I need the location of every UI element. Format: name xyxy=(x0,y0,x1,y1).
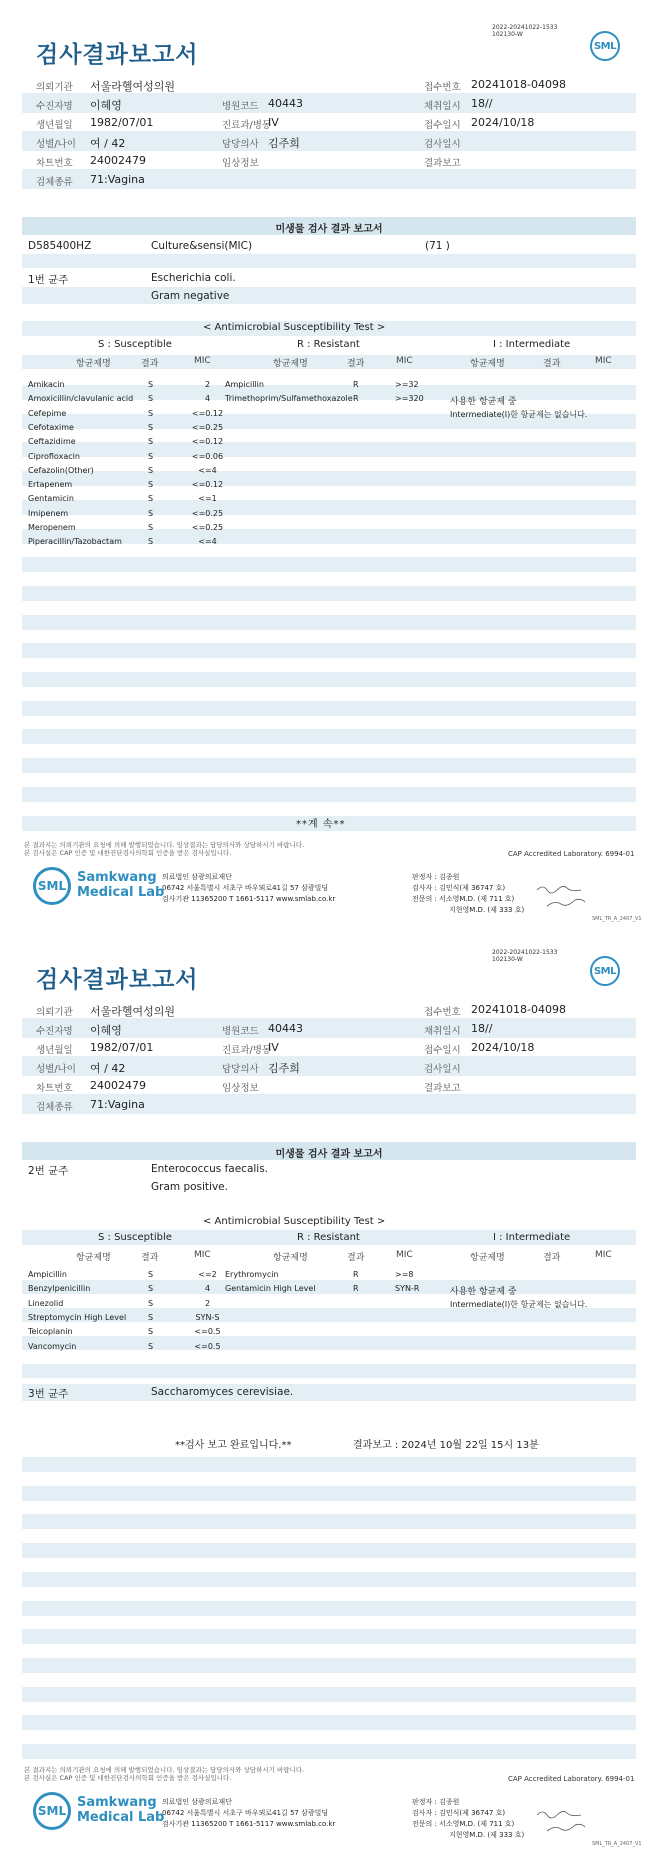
field-label: 차트번호 xyxy=(36,1083,73,1094)
drug-name: Vancomycin xyxy=(28,1341,77,1351)
column-header: 결과 xyxy=(347,359,365,369)
footer-note: 본 결과지는 의뢰기관의 요청에 의해 발행되었습니다. 임상결과는 담당의사와 상담하시기 바랍니다. xyxy=(24,841,305,849)
field-label: 검체종류 xyxy=(36,177,73,188)
specimen-value: 71:Vagina xyxy=(90,173,145,186)
legend-intermediate: I : Intermediate xyxy=(493,1232,571,1243)
legend-susceptible: S : Susceptible xyxy=(98,1232,172,1243)
mic-value: <=2 xyxy=(198,1270,217,1279)
drug-name: Amoxicillin/clavulanic acid xyxy=(28,394,134,404)
report-complete: **검사 보고 완료입니다.** xyxy=(175,1440,292,1451)
receipt-date-value: 2024/10/18 xyxy=(471,1041,535,1054)
result-value: S xyxy=(148,494,154,504)
column-header: 항균제명 xyxy=(470,1253,505,1263)
signer-line: 전문의 : 서소영M.D. (제 711 호) xyxy=(412,895,515,903)
mic-value: <=0.12 xyxy=(191,437,224,447)
mic-value: 2 xyxy=(204,380,211,389)
result-value: S xyxy=(148,1270,154,1279)
specimen-value: 71:Vagina xyxy=(90,1098,145,1111)
chart-value: 24002479 xyxy=(90,1079,146,1092)
form-version: SML_TR_A_2407_V1 xyxy=(592,1841,642,1847)
doctor-value: 김주희 xyxy=(268,1062,300,1075)
company-address xyxy=(162,1797,335,1830)
field-label: 접수일시 xyxy=(424,120,461,131)
drug-name: Streptomycin High Level xyxy=(28,1312,127,1322)
organism-label: 2번 균주 xyxy=(28,1165,69,1177)
column-header: MIC xyxy=(194,356,211,366)
field-label: 성별/나이 xyxy=(36,1064,76,1075)
column-header: MIC xyxy=(396,1250,413,1260)
organism-name: Enterococcus faecalis. xyxy=(151,1163,269,1175)
stripe xyxy=(22,729,636,744)
hosp-code-value: 40443 xyxy=(268,97,303,110)
mic-value: <=0.25 xyxy=(191,422,224,432)
footer-note: 본 검사실은 CAP 인증 및 대한진단검사의학회 인증을 받은 검사실입니다. xyxy=(24,1774,232,1782)
result-value: R xyxy=(353,380,359,389)
ast-title: < Antimicrobial Susceptibility Test > xyxy=(203,1216,386,1227)
stripe xyxy=(22,615,636,630)
company-name-line: Medical Lab xyxy=(77,1810,165,1825)
column-header: 결과 xyxy=(141,359,159,369)
test-name: Culture&sensi(MIC) xyxy=(151,240,253,252)
signature-image xyxy=(535,880,595,912)
field-label: 수진자명 xyxy=(36,101,73,112)
company-name-line: Samkwang xyxy=(77,1795,157,1810)
document-id-line: 2022-20241022-1533 xyxy=(492,949,558,956)
field-label: 담당의사 xyxy=(222,1064,259,1075)
stripe xyxy=(22,500,636,515)
field-label: 의뢰기관 xyxy=(36,1007,73,1018)
drug-name: Imipenem xyxy=(28,508,69,518)
field-label: 의뢰기관 xyxy=(36,82,73,93)
stripe xyxy=(22,1457,636,1472)
field-label: 접수번호 xyxy=(424,1007,461,1018)
field-label: 결과보고 xyxy=(424,158,461,169)
field-label: 진료과/병동 xyxy=(222,120,272,131)
field-label: 담당의사 xyxy=(222,139,259,150)
mic-value: 4 xyxy=(204,394,211,404)
chart-value: 24002479 xyxy=(90,154,146,167)
result-value: S xyxy=(148,408,154,418)
result-value: S xyxy=(148,480,154,490)
result-value: S xyxy=(148,394,154,404)
subject-value: 이혜영 xyxy=(90,1024,122,1037)
cap-accreditation: CAP Accredited Laboratory. 6994-01 xyxy=(508,1775,635,1783)
column-header: MIC xyxy=(595,356,612,366)
address-line: 의료법인 삼광의료재단 xyxy=(162,873,232,881)
stripe xyxy=(22,1687,636,1702)
organism-name: Escherichia coli. xyxy=(151,272,236,284)
signer-line: 판정자 : 김종원 xyxy=(412,1798,460,1806)
drug-name: Amikacin xyxy=(28,380,65,389)
stripe xyxy=(22,1486,636,1501)
report-time: 결과보고 : 2024년 10월 22일 15시 13분 xyxy=(353,1440,539,1451)
signer-line: 전문의 : 서소영M.D. (제 711 호) xyxy=(412,1820,515,1828)
organism-name: Saccharomyces cerevisiae. xyxy=(151,1386,294,1398)
stripe xyxy=(22,1629,636,1644)
stripe xyxy=(22,442,636,457)
doctor-value: 김주희 xyxy=(268,137,300,150)
column-header: MIC xyxy=(396,356,413,366)
mic-value: SYN-S xyxy=(195,1312,220,1322)
sex-age-value: 여 / 42 xyxy=(90,1062,126,1075)
result-value: S xyxy=(148,451,154,461)
stripe xyxy=(22,1543,636,1558)
mic-value: <=4 xyxy=(198,537,217,547)
address-line: 의료법인 삼광의료재단 xyxy=(162,1798,232,1806)
field-label: 채취일시 xyxy=(424,101,461,112)
result-value: S xyxy=(148,380,154,389)
intermediate-note: Intermediate(I)한 항균제는 없습니다. xyxy=(450,1299,588,1309)
intermediate-note: 사용한 항균제 중 xyxy=(450,397,517,408)
field-label: 검사일시 xyxy=(424,1064,461,1075)
result-value: R xyxy=(353,394,359,404)
test-number: (71 ) xyxy=(425,240,450,252)
address-line: 06742 서울특별시 서초구 바우뫼로41길 57 삼광빌딩 xyxy=(162,884,329,892)
drug-name: Piperacillin/Tazobactam xyxy=(28,537,122,547)
field-label: 채취일시 xyxy=(424,1026,461,1037)
signer-line: 검사자 : 김민식(제 36747 호) xyxy=(412,884,506,892)
result-value: S xyxy=(148,537,154,547)
birth-value: 1982/07/01 xyxy=(90,116,154,129)
legend-resistant: R : Resistant xyxy=(297,1232,360,1243)
stripe xyxy=(22,287,636,304)
report-page-2 xyxy=(0,925,655,1850)
samkwang-logo xyxy=(33,867,183,907)
sex-age-value: 여 / 42 xyxy=(90,137,126,150)
document-id xyxy=(492,24,557,38)
column-header: 결과 xyxy=(141,1253,159,1263)
hospital-value: 서울라헬여성의원 xyxy=(90,80,176,93)
stripe xyxy=(22,557,636,572)
field-label: 성별/나이 xyxy=(36,139,76,150)
sml-logo-icon: SML xyxy=(33,867,71,905)
field-label: 병원코드 xyxy=(222,101,259,112)
section-title: 미생물 검사 결과 보고서 xyxy=(22,217,636,235)
stripe xyxy=(22,1364,636,1378)
company-name-line: Samkwang xyxy=(77,870,157,885)
receipt-no-value: 20241018-04098 xyxy=(471,78,566,91)
gram-stain: Gram negative xyxy=(151,290,230,302)
column-header: MIC xyxy=(595,1250,612,1260)
result-value: S xyxy=(148,1327,154,1337)
drug-name: Trimethoprim/Sulfamethoxazole xyxy=(225,394,353,404)
stripe xyxy=(22,1744,636,1759)
birth-value: 1982/07/01 xyxy=(90,1041,154,1054)
stripe xyxy=(22,1715,636,1730)
stripe xyxy=(22,787,636,802)
drug-name: Ceftazidime xyxy=(28,437,76,447)
stripe xyxy=(22,758,636,773)
field-label: 수진자명 xyxy=(36,1026,73,1037)
column-header: MIC xyxy=(194,1250,211,1260)
field-label: 결과보고 xyxy=(424,1083,461,1094)
drug-name: Meropenem xyxy=(28,523,76,532)
address-line: 06742 서울특별시 서초구 바우뫼로41길 57 삼광빌딩 xyxy=(162,1809,329,1817)
stripe xyxy=(22,1336,636,1350)
signer-line: 지현영M.D. (제 333 호) xyxy=(449,906,525,914)
mic-value: <=4 xyxy=(198,465,217,475)
dept-value: IV xyxy=(268,116,279,129)
mic-value: <=0.25 xyxy=(191,523,224,532)
company-name xyxy=(77,1795,164,1825)
document-id-line: 102130-W xyxy=(492,956,523,963)
stripe xyxy=(22,643,636,658)
result-value: S xyxy=(148,1298,154,1308)
drug-name: Cefazolin(Other) xyxy=(28,465,94,475)
company-address xyxy=(162,872,335,905)
address-line: 검사기관 11365200 T 1661-5117 www.smlab.co.kr xyxy=(162,1820,336,1828)
collect-date-value: 18// xyxy=(471,1022,493,1035)
result-value: S xyxy=(148,1284,154,1294)
drug-name: Cefotaxime xyxy=(28,422,74,432)
cap-accreditation: CAP Accredited Laboratory. 6994-01 xyxy=(508,850,635,858)
stripe xyxy=(22,1658,636,1673)
field-label: 접수일시 xyxy=(424,1045,461,1056)
address-line: 검사기관 11365200 T 1661-5117 www.smlab.co.kr xyxy=(162,895,336,903)
receipt-no-value: 20241018-04098 xyxy=(471,1003,566,1016)
document-id-line: 102130-W xyxy=(492,31,523,38)
sml-logo-icon: SML xyxy=(590,31,620,61)
field-label: 임상정보 xyxy=(222,1083,259,1094)
stripe xyxy=(22,254,636,268)
samkwang-logo xyxy=(33,1792,183,1832)
company-name xyxy=(77,870,164,900)
drug-name: Gentamicin xyxy=(28,494,74,504)
result-value: R xyxy=(353,1284,359,1294)
legend-resistant: R : Resistant xyxy=(297,339,360,350)
page-title: 검사결과보고서 xyxy=(36,967,199,993)
mic-value: <=0.5 xyxy=(194,1341,221,1351)
stripe xyxy=(22,586,636,601)
page-title: 검사결과보고서 xyxy=(36,42,199,68)
dept-value: IV xyxy=(268,1041,279,1054)
organism-label: 1번 균주 xyxy=(28,274,69,286)
stripe xyxy=(22,1280,636,1294)
form-version: SML_TR_A_2407_V1 xyxy=(592,916,642,922)
mic-value: <=0.5 xyxy=(194,1327,221,1337)
ast-title: < Antimicrobial Susceptibility Test > xyxy=(203,322,386,333)
document-id xyxy=(492,949,557,963)
intermediate-note: 사용한 항균제 중 xyxy=(450,1287,517,1298)
result-value: S xyxy=(148,523,154,532)
field-label: 생년월일 xyxy=(36,1045,73,1056)
mic-value: <=0.12 xyxy=(191,408,224,418)
gram-stain: Gram positive. xyxy=(151,1181,228,1193)
mic-value: 4 xyxy=(204,1284,211,1294)
column-header: 항균제명 xyxy=(273,1253,308,1263)
field-label: 진료과/병동 xyxy=(222,1045,272,1056)
signer-line: 지현영M.D. (제 333 호) xyxy=(449,1831,525,1839)
legend-intermediate: I : Intermediate xyxy=(493,339,571,350)
mic-value: <=1 xyxy=(198,494,217,504)
column-header: 결과 xyxy=(347,1253,365,1263)
drug-name: Ciprofloxacin xyxy=(28,451,80,461)
signers xyxy=(412,872,524,916)
mic-value: >=32 xyxy=(395,380,419,389)
stripe xyxy=(22,1572,636,1587)
organism-label: 3번 균주 xyxy=(28,1388,69,1400)
hospital-value: 서울라헬여성의원 xyxy=(90,1005,176,1018)
column-header: 항균제명 xyxy=(273,359,308,369)
hosp-code-value: 40443 xyxy=(268,1022,303,1035)
mic-value: 2 xyxy=(204,1298,211,1308)
company-name-line: Medical Lab xyxy=(77,885,165,900)
legend-susceptible: S : Susceptible xyxy=(98,339,172,350)
document-id-line: 2022-20241022-1533 xyxy=(492,24,558,31)
footer-note: 본 결과지는 의뢰기관의 요청에 의해 발행되었습니다. 임상결과는 담당의사와 상담하시기 바랍니다. xyxy=(24,1766,305,1774)
stripe xyxy=(22,1514,636,1529)
mic-value: SYN-R xyxy=(395,1284,420,1294)
stripe xyxy=(22,672,636,687)
field-label: 차트번호 xyxy=(36,158,73,169)
continued-marker: **계 속** xyxy=(296,819,346,830)
intermediate-note: Intermediate(I)한 항균제는 없습니다. xyxy=(450,409,588,419)
signer-line: 판정자 : 김종원 xyxy=(412,873,460,881)
mic-value: >=320 xyxy=(395,394,424,404)
section-title: 미생물 검사 결과 보고서 xyxy=(22,1142,636,1160)
signer-line: 검사자 : 김민식(제 36747 호) xyxy=(412,1809,506,1817)
field-label: 임상정보 xyxy=(222,158,259,169)
result-value: S xyxy=(148,422,154,432)
column-header: 항균제명 xyxy=(470,359,505,369)
stripe xyxy=(22,701,636,716)
field-label: 검사일시 xyxy=(424,139,461,150)
drug-name: Linezolid xyxy=(28,1298,64,1308)
column-header: 결과 xyxy=(543,359,561,369)
mic-value: <=0.06 xyxy=(191,451,224,461)
result-value: S xyxy=(148,1312,154,1322)
result-value: S xyxy=(148,437,154,447)
signature-image xyxy=(535,1805,595,1837)
field-label: 생년월일 xyxy=(36,120,73,131)
receipt-date-value: 2024/10/18 xyxy=(471,116,535,129)
result-value: R xyxy=(353,1270,359,1279)
drug-name: Gentamicin High Level xyxy=(225,1284,316,1294)
sml-logo-icon: SML xyxy=(33,1792,71,1830)
footer-note: 본 검사실은 CAP 인증 및 대한진단검사의학회 인증을 받은 검사실입니다. xyxy=(24,849,232,857)
stripe xyxy=(22,1601,636,1616)
drug-name: Ampicillin xyxy=(28,1270,67,1279)
stripe xyxy=(22,471,636,486)
test-code: D585400HZ xyxy=(28,240,92,252)
mic-value: <=0.12 xyxy=(191,480,224,490)
column-header: 항균제명 xyxy=(76,359,111,369)
drug-name: Teicoplanin xyxy=(28,1327,73,1337)
result-value: S xyxy=(148,508,154,518)
drug-name: Cefepime xyxy=(28,408,67,418)
column-header: 항균제명 xyxy=(76,1253,111,1263)
drug-name: Erythromycin xyxy=(225,1270,279,1279)
stripe xyxy=(22,1384,636,1401)
field-label: 병원코드 xyxy=(222,1026,259,1037)
drug-name: Ertapenem xyxy=(28,480,73,490)
sml-logo-icon: SML xyxy=(590,956,620,986)
collect-date-value: 18// xyxy=(471,97,493,110)
subject-value: 이혜영 xyxy=(90,99,122,112)
mic-value: >=8 xyxy=(395,1270,414,1279)
drug-name: Benzylpenicillin xyxy=(28,1284,91,1294)
field-label: 접수번호 xyxy=(424,82,461,93)
mic-value: <=0.25 xyxy=(191,508,224,518)
result-value: S xyxy=(148,1341,154,1351)
result-value: S xyxy=(148,465,154,475)
signers xyxy=(412,1797,524,1841)
drug-name: Ampicillin xyxy=(225,380,264,389)
column-header: 결과 xyxy=(543,1253,561,1263)
field-label: 검체종류 xyxy=(36,1102,73,1113)
